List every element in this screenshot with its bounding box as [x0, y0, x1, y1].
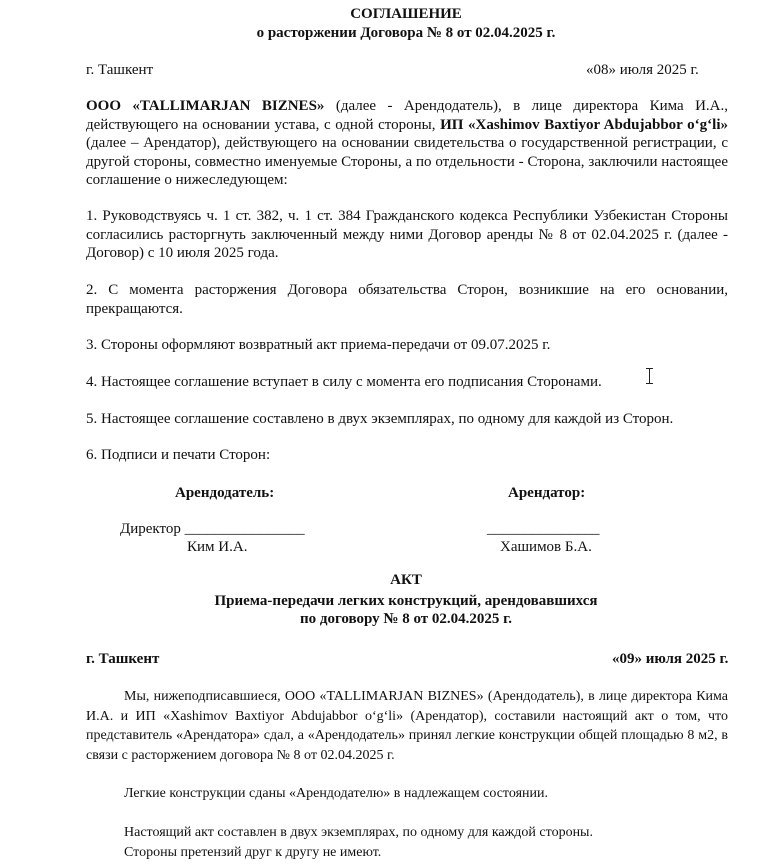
intro-company: ООО «TALLIMARJAN BIZNES» — [86, 98, 325, 114]
clause-4: 4. Настоящее соглашение вступает в силу с момента его подписания Сторонами. — [86, 374, 602, 390]
act-condition: Легкие конструкции сданы «Арендодателю» в надлежащем состоянии. — [124, 786, 549, 801]
act-copies: Настоящий акт составлен в двух экземплярах, по одному для каждой стороны. — [124, 825, 593, 840]
act-date: «09» июля 2025 г. — [612, 651, 729, 667]
clause-6: 6. Подписи и печати Сторон: — [86, 447, 271, 463]
intro-text-1: (далее - Арендодатель), в лице директора Кима И.А., действующего на основании устава, с одной стороны, — [86, 98, 729, 133]
clause-2: 2. С момента расторжения Договора обязательства Сторон, возникшие на его основании, прекращаются. — [86, 282, 728, 317]
tenant-name: Хашимов Б.А. — [500, 539, 592, 555]
act-title: АКТ — [390, 572, 422, 588]
act-subtitle-line-1: Приема-передачи легких конструкций, арендовавшихся — [214, 593, 598, 609]
intro-ip: ИП «Xashimov Baxtiyor Abdujabbor o‘g‘li» — [440, 116, 728, 133]
text-cursor-icon — [645, 368, 654, 384]
agreement-intro — [86, 97, 728, 190]
act-subtitle-line-2: по договору № 8 от 02.04.2025 г. — [299, 611, 513, 627]
tenant-label: Арендатор: — [508, 485, 586, 501]
landlord-name: Ким И.А. — [187, 539, 248, 555]
agreement-date: «08» июля 2025 г. — [586, 62, 699, 78]
landlord-label: Арендодатель: — [175, 485, 275, 501]
director-signature-line: Директор ________________ — [120, 521, 305, 537]
act-body: Мы, нижеподписавшиеся, ООО «TALLIMARJAN BIZNES» (Арендодатель), в лице директора Кима И.А. и ИП «Xashimov Baxtiyor Abdujabbor o‘g‘li» (Арендатор), составили настоящий акт о том, что представитель «Арендатора» сдал, а «Арендодатель» принял легкие конструкции общей площадью 8 м2, в связи с расторжением договора № 8 от 02.04.2025 г. — [86, 689, 728, 763]
clause-5: 5. Настоящее соглашение составлено в двух экземплярах, по одному для каждой из Сторон. — [86, 411, 674, 427]
agreement-subtitle: о расторжении Договора № 8 от 02.04.2025 г. — [256, 25, 556, 41]
act-city: г. Ташкент — [86, 651, 160, 667]
clause-3: 3. Стороны оформляют возвратный акт приема-передачи от 09.07.2025 г. — [86, 337, 551, 353]
tenant-signature-line: _______________ — [487, 521, 600, 537]
clause-1: 1. Руководствуясь ч. 1 ст. 382, ч. 1 ст. 384 Гражданского кодекса Республики Узбекистан Стороны согласились расторгнуть заключенный между ними Договор аренды № 8 от 02.04.2025 г. (далее - Договор) с 10 июля 2025 года. — [86, 208, 728, 261]
act-no-claims: Стороны претензий друг к другу не имеют. — [124, 845, 382, 860]
agreement-title: СОГЛАШЕНИЕ — [350, 6, 462, 22]
intro-text-2: (далее – Арендатор), действующего на основании свидетельства о государственной регистрации, с другой стороны, совместно именуемые Стороны, а по отдельности - Сторона, заключили настоящее соглашение о нижеследующем: — [86, 135, 728, 188]
agreement-city: г. Ташкент — [86, 62, 154, 78]
